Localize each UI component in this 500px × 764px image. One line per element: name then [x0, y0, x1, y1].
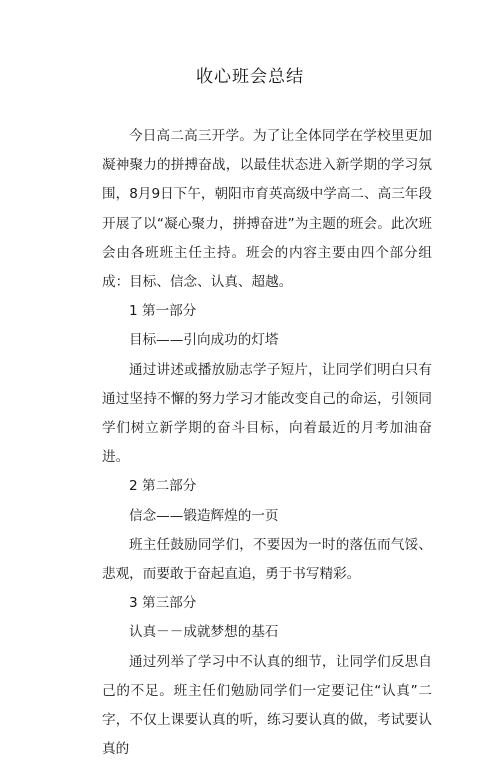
- intro-paragraph: 今日高二高三开学。为了让全体同学在学校里更加凝神聚力的拼搏奋战，以最佳状态进入新学期的学习氛围，8月9日下午，朝阳市育英高级中学高二、高三年段开展了以“凝心聚力，拼搏奋进”为主题的班会。此次班会由各班班主任主持。班会的内容主要由四个部分组成：目标、信念、认真、超越。: [102, 128, 432, 291]
- section-3-heading: 3 第三部分: [129, 595, 197, 612]
- section-1-subtitle: 目标——引向成功的灯塔: [129, 332, 279, 349]
- document-body: [102, 122, 432, 764]
- section-2-subtitle: 信念——锻造辉煌的一页: [129, 507, 279, 524]
- section-2-heading: 2 第二部分: [129, 478, 197, 495]
- section-3-paragraph: 通过列举了学习中不认真的细节，让同学们反思自己的不足。班主任们勉励同学们一定要记住“认真”二字，不仅上课要认真的听，练习要认真的做，考试要认真的: [102, 653, 432, 758]
- section-2-paragraph: 班主任鼓励同学们，不要因为一时的落伍而气馁、悲观，而要敢于奋起直追，勇于书写精彩。: [102, 536, 432, 583]
- section-1-paragraph: 通过讲述或播放励志学子短片，让同学们明白只有通过坚持不懈的努力学习才能改变自己的命运，引领同学们树立新学期的奋斗目标，向着最近的月考加油奋进。: [102, 361, 432, 466]
- document-title: 收心班会总结: [196, 67, 304, 87]
- section-3-subtitle: 认真－－成就梦想的基石: [129, 624, 279, 641]
- section-1-heading: 1 第一部分: [129, 303, 197, 320]
